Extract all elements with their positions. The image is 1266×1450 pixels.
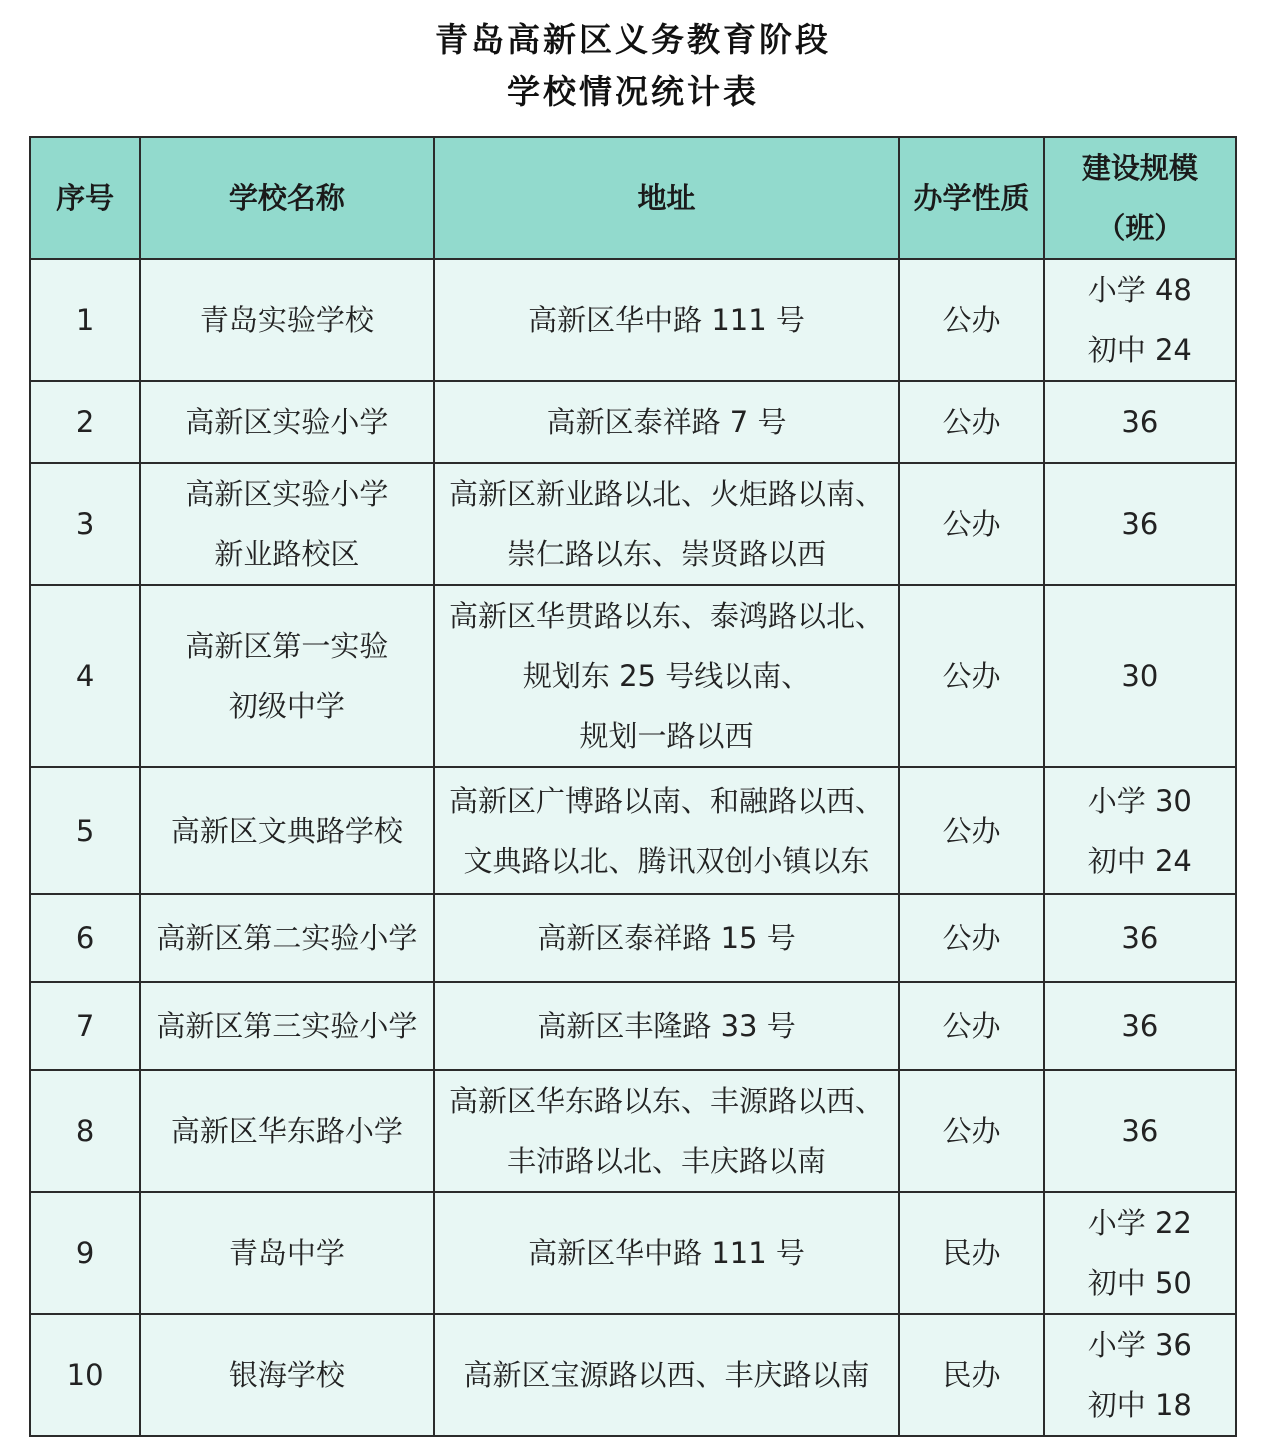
cell-scale-line: 初中 24 [1087,333,1192,367]
table-body [30,259,1236,1436]
cell-type: 民办 [899,1314,1043,1436]
cell-address-line: 规划东 25 号线以南、 [522,659,811,693]
cell-address [434,767,900,894]
cell-scale-line: 初中 24 [1087,843,1192,878]
cell-scale [1044,982,1236,1070]
cell-school-name [140,1070,433,1192]
cell-school-name-line: 青岛中学 [228,1236,345,1270]
cell-scale-line: 30 [1121,659,1159,693]
table-row [30,585,1236,767]
cell-address-line: 高新区华中路 111 号 [528,303,805,337]
header-row [30,137,1236,259]
cell-address [434,463,900,585]
cell-school-name [140,259,433,381]
cell-scale-line: 小学 36 [1087,1328,1192,1362]
cell-school-name [140,381,433,463]
cell-address [434,982,900,1070]
school-table [29,136,1237,1437]
cell-school-name-line: 高新区实验小学 [185,405,389,439]
cell-school-name [140,982,433,1070]
cell-address [434,894,900,982]
cell-school-name-line: 新业路校区 [214,537,360,571]
cell-index: 9 [30,1192,140,1314]
cell-address-line: 高新区丰隆路 33 号 [537,1009,796,1043]
header-name: 学校名称 [140,137,433,259]
cell-school-name-line: 银海学校 [228,1358,345,1392]
table-row [30,894,1236,982]
cell-school-name [140,767,433,894]
cell-index: 4 [30,585,140,767]
cell-scale-line: 36 [1121,921,1159,955]
cell-index: 6 [30,894,140,982]
title-line-1: 青岛高新区义务教育阶段 [435,20,831,59]
cell-scale-line: 36 [1121,405,1159,439]
title-line-2: 学校情况统计表 [507,72,759,111]
cell-type: 公办 [899,767,1043,894]
table-row [30,259,1236,381]
cell-school-name-line: 高新区文典路学校 [170,813,403,848]
cell-type: 公办 [899,381,1043,463]
cell-address [434,1314,900,1436]
cell-index: 5 [30,767,140,894]
cell-index: 1 [30,259,140,381]
cell-school-name-line: 高新区实验小学 [185,477,389,511]
cell-address-line: 高新区华东路以东、丰源路以西、 [449,1084,885,1118]
cell-scale-line: 小学 48 [1087,273,1192,307]
cell-address-line: 高新区泰祥路 7 号 [546,405,787,439]
cell-type: 公办 [899,585,1043,767]
cell-address-line: 高新区华中路 111 号 [528,1236,805,1270]
cell-address [434,381,900,463]
header-type: 办学性质 [899,137,1043,259]
cell-school-name-line: 高新区第三实验小学 [156,1009,418,1043]
table-row [30,1314,1236,1436]
cell-address-line: 规划一路以西 [579,719,754,753]
cell-scale-line: 36 [1121,1009,1159,1043]
cell-address-line: 丰沛路以北、丰庆路以南 [507,1144,827,1178]
cell-scale-line: 36 [1121,1114,1159,1148]
cell-scale [1044,1314,1236,1436]
cell-address-line: 高新区泰祥路 15 号 [537,921,796,955]
cell-scale-line: 初中 18 [1087,1388,1192,1422]
cell-address [434,1070,900,1192]
cell-address-line: 崇仁路以东、崇贤路以西 [507,537,827,571]
cell-school-name [140,894,433,982]
cell-school-name [140,1192,433,1314]
cell-index: 8 [30,1070,140,1192]
table-row [30,982,1236,1070]
cell-school-name-line: 高新区华东路小学 [170,1114,403,1148]
header-index: 序号 [30,137,140,259]
cell-school-name-line: 高新区第二实验小学 [156,921,418,955]
cell-address-line: 高新区广博路以南、和融路以西、 [449,783,885,818]
cell-school-name-line: 高新区第一实验 [185,629,389,663]
cell-scale [1044,894,1236,982]
header-scale [1044,137,1236,259]
table-row [30,1070,1236,1192]
cell-address-line: 高新区新业路以北、火炬路以南、 [449,477,885,511]
cell-type: 公办 [899,982,1043,1070]
cell-address [434,259,900,381]
header-address: 地址 [434,137,900,259]
cell-index: 2 [30,381,140,463]
table-row [30,381,1236,463]
page-title [0,14,1266,118]
cell-address [434,585,900,767]
cell-type: 民办 [899,1192,1043,1314]
cell-scale [1044,1192,1236,1314]
cell-scale-line: 小学 22 [1087,1206,1192,1240]
cell-scale [1044,1070,1236,1192]
cell-scale [1044,463,1236,585]
cell-type: 公办 [899,894,1043,982]
cell-scale [1044,259,1236,381]
cell-school-name [140,463,433,585]
cell-scale-line: 36 [1121,507,1159,541]
cell-index: 7 [30,982,140,1070]
cell-school-name [140,1314,433,1436]
cell-scale-line: 初中 50 [1087,1266,1192,1300]
cell-scale [1044,767,1236,894]
cell-school-name-line: 青岛实验学校 [199,303,374,337]
header-scale-line-2: （班） [1096,211,1184,245]
cell-address [434,1192,900,1314]
cell-address-line: 文典路以北、腾讯双创小镇以东 [463,843,870,878]
header-scale-line-1: 建设规模 [1081,151,1198,185]
table-row [30,767,1236,894]
cell-type: 公办 [899,463,1043,585]
table-row [30,463,1236,585]
cell-index: 10 [30,1314,140,1436]
cell-school-name [140,585,433,767]
cell-scale [1044,381,1236,463]
cell-type: 公办 [899,1070,1043,1192]
cell-school-name-line: 初级中学 [228,689,345,723]
cell-type: 公办 [899,259,1043,381]
cell-index: 3 [30,463,140,585]
cell-address-line: 高新区宝源路以西、丰庆路以南 [463,1358,870,1392]
table-row [30,1192,1236,1314]
cell-scale-line: 小学 30 [1087,783,1192,818]
table-header [30,137,1236,259]
cell-address-line: 高新区华贯路以东、泰鸿路以北、 [449,599,885,633]
cell-scale [1044,585,1236,767]
